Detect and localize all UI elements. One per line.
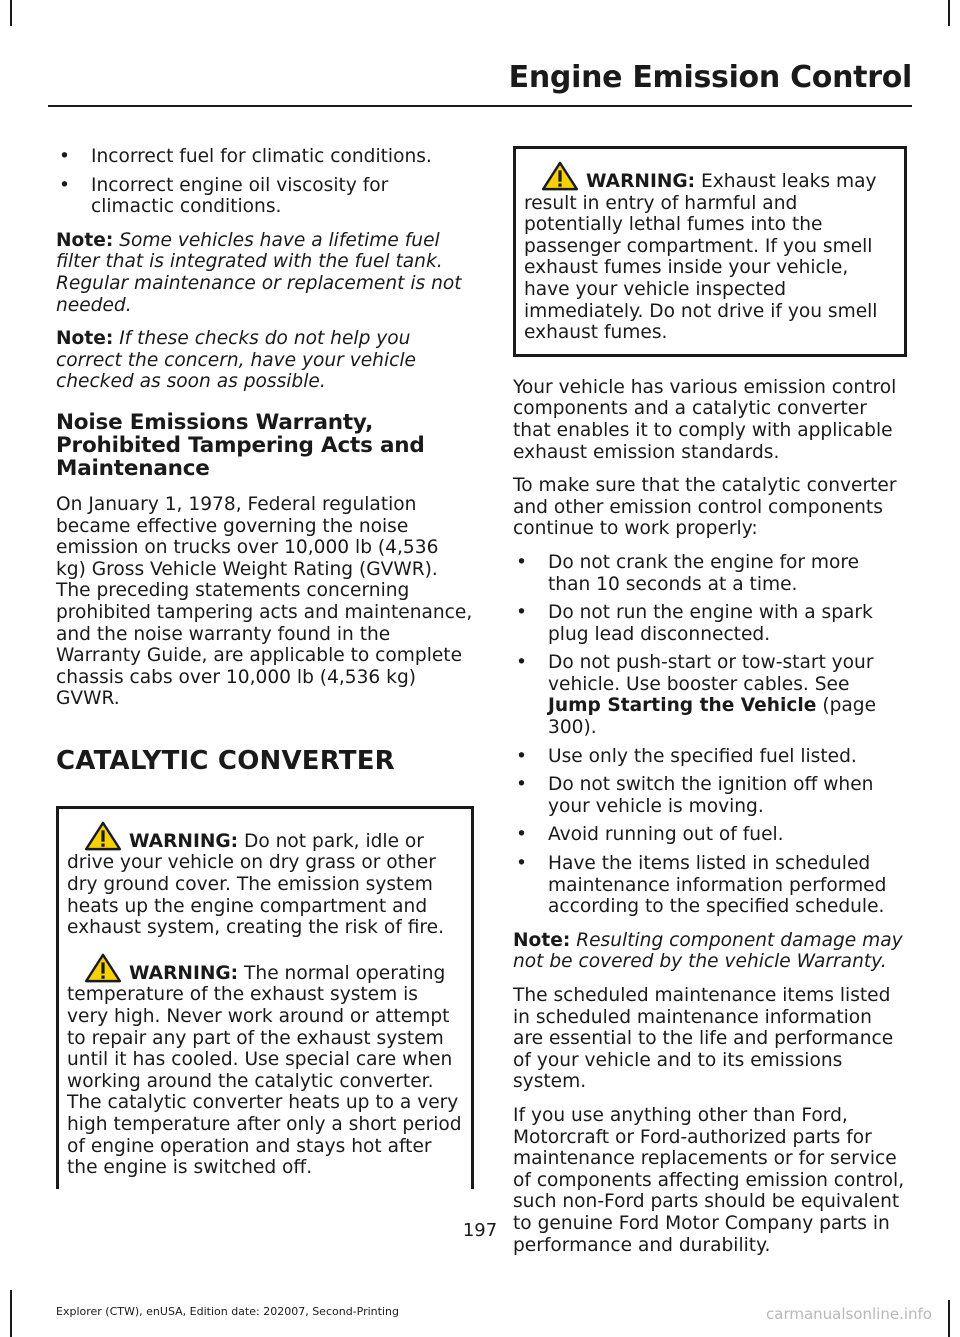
edition-footer: Explorer (CTW), enUSA, Edition date: 202007, Second-Printing: [56, 1305, 399, 1318]
paragraph: On January 1, 1978, Federal regulation became effective governing the noise emission on trucks over 10,000 lb (4,536 kg) Gross Vehicle Weight Rating (GVWR). The preceding statements concerning prohibited tampering acts and maintenance, and the noise warranty found in the Warranty Guide, are applicable to complete chassis cabs over 10,000 lb (4,536 kg) GVWR.: [56, 493, 473, 710]
section-heading: Noise Emissions Warranty, Prohibited Tampering Acts and Maintenance: [56, 409, 425, 481]
list-item: • Do not run the engine with a spark plug lead disconnected.: [516, 602, 873, 645]
warning-box: [56, 806, 474, 1189]
list-item: • Do not push-start or tow-start your vehicle. Use booster cables. See Jump Starting the Vehicle (page 300).: [516, 652, 877, 739]
crop-mark: [948, 1300, 950, 1337]
crop-mark: [948, 0, 950, 26]
warning: WARNING: Do not park, idle or drive your vehicle on dry grass or other dry ground cover. The emission system heats up the engine compartment and exhaust system, creating the risk of fire.: [67, 821, 463, 939]
list-item: • Use only the specified fuel listed.: [516, 745, 857, 767]
note: Note: If these checks do not help you correct the concern, have your vehicle checked as soon as possible.: [56, 328, 416, 393]
cross-reference-link[interactable]: Jump Starting the Vehicle: [548, 695, 817, 717]
bullet-list: [513, 552, 907, 918]
page-title: Engine Emission Control: [508, 60, 912, 95]
note: Note: Some vehicles have a lifetime fuel filter that is integrated with the fuel tank. Regular maintenance or replacement is not needed.: [56, 229, 462, 316]
list-item: • Have the items listed in scheduled maintenance information performed according to the specified schedule.: [516, 853, 887, 918]
warning-triangle-icon: [83, 821, 123, 851]
header-rule: [48, 105, 912, 107]
warning-box: [513, 146, 907, 357]
left-column: [56, 146, 474, 1189]
list-item: • Incorrect engine oil viscosity for climactic conditions.: [59, 174, 389, 218]
paragraph: The scheduled maintenance items listed in scheduled maintenance information are essential to the life and performance of your vehicle and to its emissions system.: [513, 985, 894, 1093]
right-column: [513, 146, 907, 1268]
note: Note: Resulting component damage may not be covered by the vehicle Warranty.: [513, 929, 903, 973]
crop-mark: [10, 1290, 12, 1337]
bullet-list: [56, 146, 474, 218]
paragraph: If you use anything other than Ford, Motorcraft or Ford-authorized parts for maintenance replacements or for service of components affecting emission control, such non-Ford parts should be equivalent to genuine Ford Motor Company parts in performance and durability.: [513, 1104, 905, 1256]
warning-triangle-icon: [540, 161, 580, 191]
warning-triangle-icon: [83, 953, 123, 983]
list-item: • Incorrect fuel for climatic conditions.: [59, 146, 432, 167]
list-item: • Do not crank the engine for more than 10 seconds at a time.: [516, 551, 860, 595]
warning: WARNING: The normal operating temperature of the exhaust system is very high. Never work around or attempt to repair any part of the exhaust system until it has cooled. Use special care when working around the catalytic converter. The catalytic converter heats up to a very high temperature after only a short period of engine operation and stays hot after the engine is switched off.: [67, 953, 463, 1179]
section-heading: CATALYTIC CONVERTER: [56, 745, 395, 776]
list-item: • Avoid running out of fuel.: [516, 824, 784, 846]
page-number: 197: [462, 1220, 498, 1241]
warning: WARNING: Exhaust leaks may result in entry of harmful and potentially lethal fumes into the passenger compartment. If you smell exhaust fumes inside your vehicle, have your vehicle inspected immediately. Do not drive if you smell exhaust fumes.: [524, 161, 896, 344]
list-item: • Do not switch the ignition off when your vehicle is moving.: [516, 774, 874, 817]
watermark: carmanualsonline.info: [766, 1305, 932, 1323]
crop-mark: [10, 0, 12, 26]
paragraph: To make sure that the catalytic converter and other emission control components continue to work properly:: [513, 475, 897, 540]
paragraph: Your vehicle has various emission control components and a catalytic converter that enables it to comply with applicable exhaust emission standards.: [513, 376, 897, 463]
